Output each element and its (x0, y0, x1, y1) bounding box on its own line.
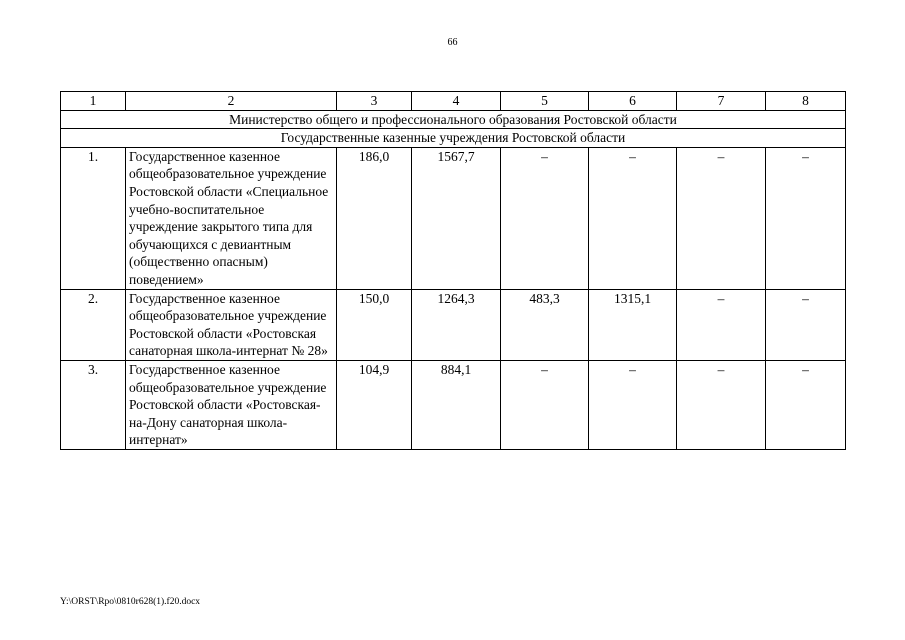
page-number: 66 (447, 37, 458, 48)
cell-col4: 1264,3 (412, 289, 501, 360)
column-header: 7 (677, 92, 766, 111)
column-header: 4 (412, 92, 501, 111)
cell-col7: – (677, 360, 766, 449)
ministry-title: Министерство общего и профессионального образования Ростовской области (61, 110, 846, 129)
row-number: 1. (61, 147, 126, 289)
table-row (61, 147, 846, 289)
cell-col4: 884,1 (412, 360, 501, 449)
category-row (61, 129, 846, 148)
column-header: 5 (501, 92, 589, 111)
institution-name: Государственное казенное общеобразовательное учреждение Ростовской области «Специальное учебно-воспитательное учреждение закрытого типа для обучающихся с девиантным (общественно опасным) поведением» (126, 147, 337, 289)
column-header: 2 (126, 92, 337, 111)
cell-col3: 150,0 (337, 289, 412, 360)
category-title: Государственные казенные учреждения Ростовской области (61, 129, 846, 148)
cell-col5: – (501, 147, 589, 289)
column-header: 1 (61, 92, 126, 111)
cell-col5: – (501, 360, 589, 449)
table-row (61, 360, 846, 449)
cell-col3: 104,9 (337, 360, 412, 449)
column-header: 3 (337, 92, 412, 111)
footer-file-path: Y:\ORST\Rpo\0810r628(1).f20.docx (60, 597, 201, 607)
cell-col6: – (589, 147, 677, 289)
cell-col8: – (766, 289, 846, 360)
column-header: 6 (589, 92, 677, 111)
column-header: 8 (766, 92, 846, 111)
institution-name: Государственное казенное общеобразовательное учреждение Ростовской области «Ростовская-на-Дону санаторная школа-интернат» (126, 360, 337, 449)
cell-col6: 1315,1 (589, 289, 677, 360)
cell-col5: 483,3 (501, 289, 589, 360)
cell-col8: – (766, 147, 846, 289)
data-table (60, 91, 846, 450)
institution-name: Государственное казенное общеобразовательное учреждение Ростовской области «Ростовская санаторная школа-интернат № 28» (126, 289, 337, 360)
cell-col3: 186,0 (337, 147, 412, 289)
cell-col8: – (766, 360, 846, 449)
column-header-row (61, 92, 846, 111)
ministry-row (61, 110, 846, 129)
cell-col7: – (677, 289, 766, 360)
cell-col4: 1567,7 (412, 147, 501, 289)
cell-col7: – (677, 147, 766, 289)
table-row (61, 289, 846, 360)
row-number: 2. (61, 289, 126, 360)
row-number: 3. (61, 360, 126, 449)
cell-col6: – (589, 360, 677, 449)
